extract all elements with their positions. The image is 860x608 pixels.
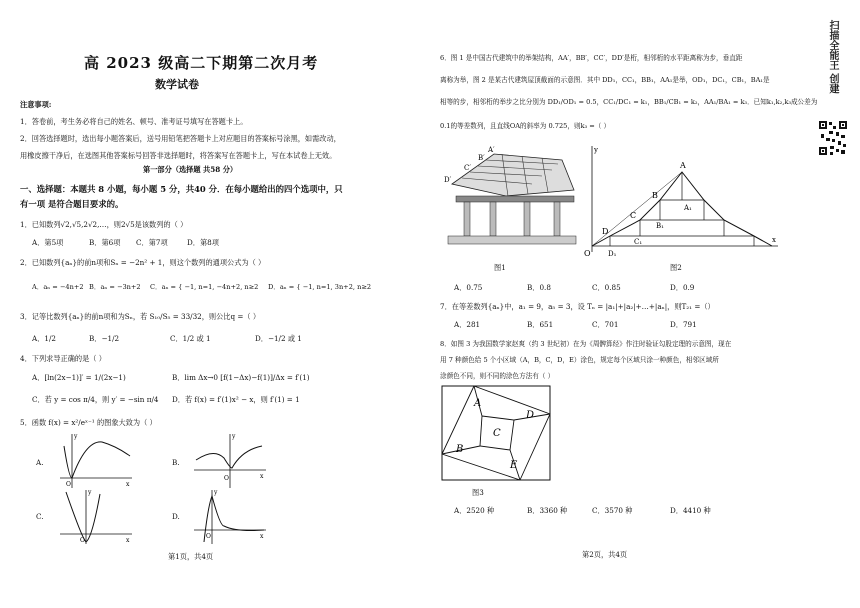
figure-3-zhao-shuang bbox=[440, 384, 552, 484]
svg-text:B: B bbox=[652, 191, 658, 200]
graph-a-label: A. bbox=[36, 458, 44, 467]
qr-code-icon bbox=[818, 120, 848, 156]
question-5: 5．函数 f(x) = x²/eˣ⁻¹ 的图象大致为（ ） bbox=[20, 418, 157, 427]
figure-2-caption: 图2 bbox=[670, 263, 682, 272]
section1-line2: 有一项 是符合题目要求的。 bbox=[20, 199, 124, 209]
svg-text:D′: D′ bbox=[444, 176, 452, 184]
note-3: 用橡皮擦干净后，在选图其他答案标号回答非选择题时，将答案写在答题卡上，写在本试卷上无效。 bbox=[20, 151, 337, 160]
q7-option-c: C．701 bbox=[592, 320, 619, 329]
svg-text:O: O bbox=[80, 537, 85, 544]
q7-option-d: D．791 bbox=[670, 320, 697, 329]
question-1: 1．已知数列√2,√5,2√2,…，则2√5是该数列的（ ） bbox=[20, 220, 188, 229]
svg-text:y: y bbox=[594, 146, 598, 154]
q1-option-d: D．第8项 bbox=[187, 238, 219, 247]
svg-text:C′: C′ bbox=[464, 164, 471, 172]
svg-text:O: O bbox=[66, 481, 71, 488]
q6-option-b: B．0.8 bbox=[527, 283, 551, 292]
graph-a bbox=[56, 430, 136, 490]
q4-option-d: D．若 f(x) = f′(1)x² − x，则 f′(1) = 1 bbox=[172, 395, 300, 404]
graph-c bbox=[56, 486, 136, 546]
q8-line-1: 8．如图 3 为我国数学家赵爽（约 3 世纪初）在为《周髀算经》作注时验证勾股定理的示意图，现在 bbox=[440, 340, 732, 348]
question-3: 3．记等比数列{aₙ}的前n项和为Sₙ，若 S₁₀/S₅ = 33/32，则公比q =（ ） bbox=[20, 312, 261, 321]
q8-option-b: B．3360 种 bbox=[527, 506, 568, 515]
q8-option-c: C．3570 种 bbox=[592, 506, 633, 515]
svg-text:O: O bbox=[584, 249, 591, 258]
svg-text:E: E bbox=[510, 460, 518, 471]
svg-text:C: C bbox=[630, 211, 637, 220]
q2-option-c: C．aₙ = { −1, n=1, −4n+2, n≥2 bbox=[150, 283, 259, 291]
graph-b bbox=[190, 430, 270, 490]
question-2: 2．已知数列{aₙ}的前n项和Sₙ = −2n² + 1，则这个数列的通项公式为（ ） bbox=[20, 258, 266, 267]
scanner-watermark: 扫描全能王 创建 bbox=[827, 20, 838, 94]
graph-d-label: D. bbox=[172, 512, 180, 521]
figure-2-roof-section bbox=[582, 142, 782, 260]
notes-heading: 注意事项: bbox=[20, 100, 52, 109]
svg-text:A: A bbox=[474, 398, 482, 409]
q2-option-d: D．aₙ = { −1, n=1, 3n+2, n≥2 bbox=[268, 283, 372, 291]
svg-text:x: x bbox=[772, 236, 776, 244]
svg-text:A′: A′ bbox=[488, 146, 495, 154]
q4-option-a: A．[ln(2x−1)]′ = 1/(2x−1) bbox=[32, 373, 126, 382]
svg-text:C₁: C₁ bbox=[634, 238, 643, 246]
svg-text:B: B bbox=[456, 444, 464, 455]
q8-line-3: 涂颜色不同，则不同的涂色方法有（ ） bbox=[440, 372, 555, 380]
q6-line-2: 离称为举，图 2 是某古代建筑屋顶截面的示意图．其中 DD₁，CC₁，BB₁，AA₁是举，OD₁，DC₁，CB₁，BA₁是 bbox=[440, 76, 770, 84]
q1-option-c: C．第7项 bbox=[136, 238, 168, 247]
q4-option-b: B．lim Δx→0 [f(1−Δx)−f(1)]/Δx = f′(1) bbox=[172, 373, 310, 382]
svg-text:B₁: B₁ bbox=[656, 222, 664, 230]
graph-d bbox=[190, 486, 270, 546]
q8-line-2: 用 7 种颜色给 5 个小区域（A，B，C，D，E）涂色，规定每个区域只涂一种颜色，相邻区域所 bbox=[440, 356, 719, 364]
q6-option-d: D．0.9 bbox=[670, 283, 695, 292]
q6-line-4: 0.1的等差数列，且直线OA的斜率为 0.725，则k₃ =（ ） bbox=[440, 122, 611, 130]
svg-text:D: D bbox=[526, 410, 535, 421]
figure-3-caption: 图3 bbox=[472, 488, 484, 497]
svg-text:y: y bbox=[232, 433, 236, 440]
svg-text:A: A bbox=[680, 161, 686, 170]
q7-option-a: A．281 bbox=[454, 320, 481, 329]
q3-option-c: C．1/2 或 1 bbox=[170, 334, 211, 343]
question-7: 7．在等差数列{aₙ}中，a₁ = 9，a₅ = 3，设 Tₙ = |a₁|+|a₂|+…+|aₙ|，则T₂₁ =（） bbox=[440, 302, 715, 311]
figure-1-building bbox=[442, 140, 577, 248]
graph-b-label: B. bbox=[172, 458, 180, 467]
exam-subtitle: 数学试卷 bbox=[155, 78, 199, 91]
svg-text:x: x bbox=[260, 473, 264, 480]
q6-option-c: C．0.85 bbox=[592, 283, 621, 292]
svg-text:B′: B′ bbox=[478, 154, 485, 162]
q7-option-b: B．651 bbox=[527, 320, 554, 329]
page-footer-2: 第2页，共4页 bbox=[582, 550, 628, 559]
q1-option-b: B．第6项 bbox=[89, 238, 121, 247]
svg-text:O: O bbox=[206, 533, 211, 540]
svg-text:O: O bbox=[224, 475, 229, 482]
svg-text:y: y bbox=[74, 433, 78, 440]
q6-line-3: 相等的步，相邻桁的举步之比分别为 DD₁/OD₁ = 0.5，CC₁/DC₁ = k₁，BB₁/CB₁ = k₂，AA₁/BA₁ = k₃．已知k₁,k₂,k₃成公差为 bbox=[440, 98, 818, 106]
q6-line-1: 6．图 1 是中国古代建筑中的举架结构，AA′，BB′，CC′，DD′是桁，相邻桁的水平距离称为步，垂直距 bbox=[440, 54, 743, 62]
graph-c-label: C. bbox=[36, 512, 44, 521]
note-2: 2．回答选择题时，选出每小题答案后，送号用铅笔把答题卡上对应题目的答案标号涂黑，如需改动， bbox=[20, 134, 341, 143]
svg-text:D₁: D₁ bbox=[608, 250, 617, 258]
q3-option-b: B．−1/2 bbox=[89, 334, 120, 343]
question-4: 4．下列求导正确的是（ ） bbox=[20, 354, 106, 363]
exam-title: 高 2023 级高二下期第二次月考 bbox=[84, 54, 319, 72]
svg-text:C: C bbox=[493, 428, 501, 439]
svg-text:x: x bbox=[260, 533, 264, 540]
svg-text:y: y bbox=[214, 489, 218, 496]
q6-option-a: A．0.75 bbox=[454, 283, 483, 292]
q8-option-d: D．4410 种 bbox=[670, 506, 711, 515]
section1-line1: 一、选择题：本题共 8 小题，每小题 5 分，共40 分．在每小题给出的四个选项中，只 bbox=[20, 184, 343, 194]
right-page bbox=[432, 0, 860, 608]
svg-text:D: D bbox=[602, 227, 609, 236]
left-page bbox=[0, 0, 428, 608]
q4-option-c: C．若 y = cos π/4，则 y′ = −sin π/4 bbox=[32, 395, 159, 404]
q1-option-a: A．第5项 bbox=[32, 238, 64, 247]
svg-text:A₁: A₁ bbox=[684, 204, 692, 212]
q3-option-d: D．−1/2 或 1 bbox=[255, 334, 302, 343]
q3-option-a: A．1/2 bbox=[32, 334, 56, 343]
svg-text:x: x bbox=[126, 537, 130, 544]
q2-option-a: A．aₙ = −4n+2 bbox=[32, 283, 84, 291]
part1-heading: 第一部分（选择题 共58 分） bbox=[143, 165, 238, 174]
page-footer-1: 第1页，共4页 bbox=[168, 552, 214, 561]
note-1: 1．答卷前，考生务必将自己的姓名、顿号、准考证号填写在答题卡上。 bbox=[20, 117, 248, 126]
svg-text:x: x bbox=[126, 481, 130, 488]
q8-option-a: A．2520 种 bbox=[454, 506, 495, 515]
figure-1-caption: 图1 bbox=[494, 263, 506, 272]
svg-text:y: y bbox=[88, 489, 92, 496]
q2-option-b: B．aₙ = −3n+2 bbox=[89, 283, 141, 291]
